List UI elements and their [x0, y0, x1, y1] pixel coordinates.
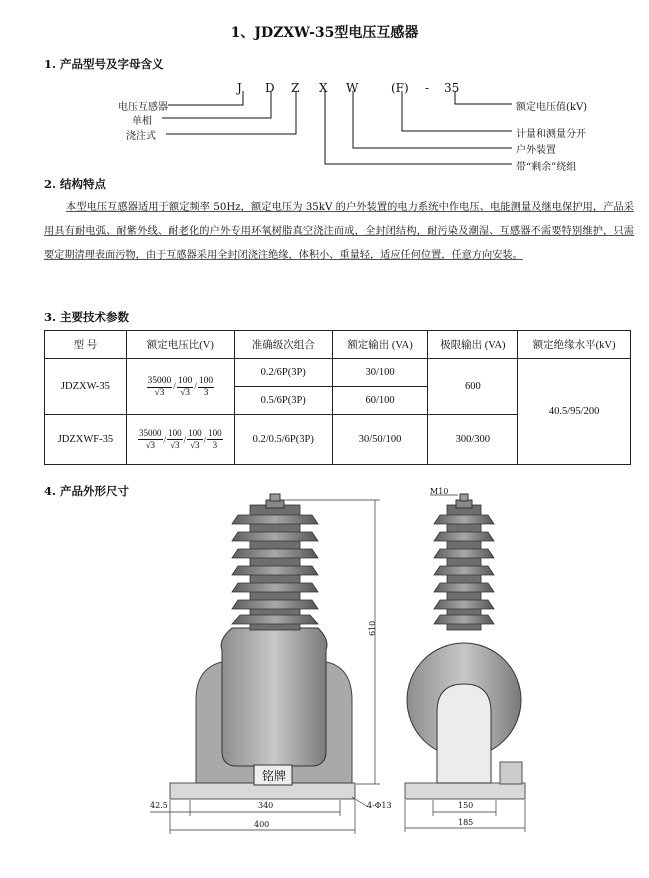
ratio-jdzxwf35: $\frac{35000}{√3}$ / $\frac{100}{√3}$ / $\frac{100}{√3}$ / $\frac{100}{3}$ [126, 415, 234, 465]
front-terminal-bolt [270, 494, 280, 501]
ratio-den: 3 [203, 387, 209, 398]
front-view [170, 494, 355, 799]
label-metering-separate: 计量和测量分开 [516, 129, 586, 140]
label-residual-winding: 带“剩余”绕组 [516, 162, 577, 173]
front-core-body [221, 628, 327, 766]
accuracy-a: 0.2/6P(3P) [234, 359, 332, 387]
ratio-num: 100 [198, 375, 214, 386]
output-b: 60/100 [332, 387, 428, 415]
section2-heading: 2. 结构特点 [44, 177, 107, 191]
label-single-phase: 单相 [132, 116, 152, 127]
ratio-den: √3 [154, 387, 165, 398]
side-view [405, 494, 525, 799]
code-letter-x: X [319, 81, 328, 95]
section4-heading: 4. 产品外形尺寸 [44, 484, 130, 498]
header-voltage-ratio: 额定电压比(V) [126, 331, 234, 359]
ratio-den: √3 [170, 440, 180, 450]
dim-side-bolt: 150 [458, 801, 474, 810]
dim-terminal: M10 [430, 487, 449, 496]
section1-heading: 1. 产品型号及字母含义 [44, 57, 164, 71]
accuracy-combo: 0.2/0.5/6P(3P) [234, 415, 332, 465]
dim-height: 610 [368, 620, 377, 636]
code-dash: - [425, 81, 430, 95]
model-jdzxw35: JDZXW-35 [45, 359, 127, 415]
ratio-den: 3 [212, 440, 218, 450]
label-voltage-transformer: 电压互感器 [118, 102, 168, 113]
ratio-num: 100 [208, 428, 222, 438]
code-letter-j: J [237, 81, 242, 95]
header-rated-output: 额定输出 (VA) [332, 331, 428, 359]
header-model: 型 号 [45, 331, 127, 359]
section3-heading: 3. 主要技术参数 [44, 310, 130, 324]
ratio-den: √3 [145, 440, 156, 450]
dim-left-offset: 42.5 [150, 801, 168, 810]
accuracy-b: 0.5/6P(3P) [234, 387, 332, 415]
side-terminal-bolt [460, 494, 468, 501]
structure-paragraph: 本型电压互感器适用于额定频率 50Hz，额定电压为 35kV 的户外装置的电力系统中作电压、电能测量及继电保护用，产品采用具有耐电弧、耐紫外线、耐老化的户外专用环氧树脂真空浇注而成，全封闭结构，耐污染及潮湿、互感器不需要特别维护，只需要定期清理表面污物，由于互感器采用全封闭浇注绝缘，体积小、重量轻，适应任何位置，任意方向安装。 [44, 202, 634, 261]
model-jdzxwf35: JDZXWF-35 [45, 415, 127, 465]
document-title: 1、JDZXW-35型电压互感器 [230, 25, 419, 41]
ratio-num: 35000 [139, 428, 162, 438]
code-letter-d: D [265, 81, 275, 95]
ratio-den: √3 [180, 387, 191, 398]
dim-side-width: 185 [458, 818, 474, 827]
insulation-level: 40.5/95/200 [518, 359, 631, 465]
header-insulation: 额定绝缘水平(kV) [518, 331, 631, 359]
ratio-jdzxw35: $\frac{35000}{√3}$ / $\frac{100}{√3}$ / $\frac{100}{3}$ [126, 359, 234, 415]
code-letter-w: W [346, 81, 359, 95]
label-cast-type: 浇注式 [126, 131, 156, 142]
limit-jdzxw35: 600 [428, 359, 518, 415]
code-letter-z: Z [291, 81, 300, 95]
dim-holes: 4-Φ13 [367, 801, 392, 810]
ratio-num: 35000 [147, 375, 172, 386]
side-core-window [437, 684, 491, 783]
limit-jdzxwf35: 300/300 [428, 415, 518, 465]
dim-base-width: 400 [254, 820, 270, 829]
side-base-plate [405, 783, 525, 799]
dim-bolt-spacing: 340 [258, 801, 274, 810]
nameplate-label: 铭牌 [262, 769, 287, 783]
ratio-num: 100 [177, 375, 193, 386]
label-rated-voltage: 额定电压值(kV) [516, 102, 588, 113]
side-insulator-sheds [434, 505, 494, 630]
header-limit-output: 极限输出 (VA) [428, 331, 518, 359]
ratio-num: 100 [168, 428, 182, 438]
output-a: 30/100 [332, 359, 428, 387]
side-bracket [500, 762, 522, 784]
ratio-num: 100 [188, 428, 202, 438]
front-insulator-sheds [232, 505, 318, 630]
code-letter-f: (F) [391, 81, 409, 95]
header-accuracy: 准确级次组合 [234, 331, 332, 359]
output-combo: 30/50/100 [332, 415, 428, 465]
code-voltage: 35 [444, 81, 460, 95]
ratio-den: √3 [190, 440, 200, 450]
label-outdoor: 户外装置 [516, 145, 556, 156]
